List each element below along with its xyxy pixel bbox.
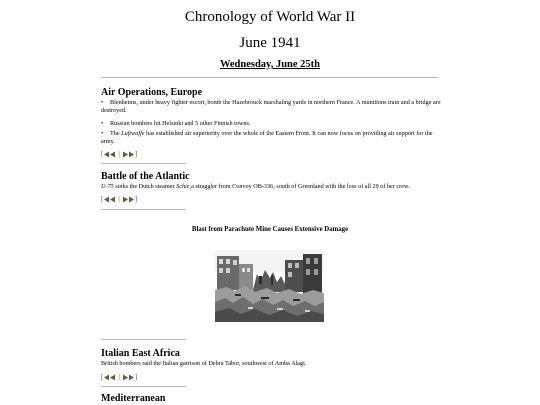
list-item: • The Luftwaffe has established air superiority over the whole of the Eastern Front. It can now focus on providing air support for the army. (101, 130, 433, 145)
previous-arrow-icon[interactable] (103, 374, 116, 381)
section-text (101, 183, 446, 191)
date-heading: Wednesday, June 25th (219, 59, 321, 70)
next-arrow-icon[interactable] (122, 373, 138, 381)
text-span: ,a straggler from Convoy OB-336, south of Greenland with the loss of all 29 of her crew. (189, 183, 410, 190)
next-arrow-icon[interactable] (122, 150, 138, 158)
nav-bracket: ] (134, 150, 138, 158)
previous-arrow-icon[interactable] (103, 196, 116, 203)
list-item: • Russian bombers hit Helsinki and 5 other Finnish towns. (101, 120, 251, 127)
ship-name: Schie (176, 183, 190, 190)
text-span: sinks the Dutch steamer (113, 183, 177, 190)
previous-arrow-icon[interactable] (103, 151, 116, 158)
nav-separator: | (118, 150, 120, 158)
section-nav (101, 373, 137, 381)
nav-bracket: ] (134, 195, 138, 203)
luftwaffe-term: Luftwaffe (121, 130, 145, 137)
bullet-text: Blenheims, under heavy fighter escort, bomb the Hazebrouck marshaling yards in northern France. A munitions train and a bridge are destroyed. (101, 99, 441, 114)
section-text: British bombers raid the Italian garrison of Debra Tabor, southwest of Amba Alagi. (101, 360, 307, 367)
bomb-damage-photo (215, 250, 324, 322)
nav-bracket: [ (101, 150, 104, 158)
month-heading: June 1941 (239, 35, 301, 51)
divider (101, 209, 186, 210)
divider (101, 339, 186, 340)
vessel-name: U-75 (101, 183, 114, 190)
nav-bracket: [ (101, 373, 104, 381)
bullet-text: The Luftwaffe has established air superiority over the whole of the Eastern Front. It can now focus on providing air support for the army. (101, 130, 433, 145)
page-title: Chronology of World War II (184, 9, 356, 25)
photo-caption: Blast from Parachute Mine Causes Extensive Damage (191, 226, 349, 233)
list-item: • Blenheims, under heavy fighter escort, bomb the Hazebrouck marshaling yards in northern France. A munitions train and a bridge are destroyed. (101, 99, 441, 114)
bullet-text: Russian bombers hit Helsinki and 5 other Finnish towns. (110, 120, 251, 127)
nav-separator: | (118, 195, 120, 203)
divider (101, 163, 186, 164)
section-nav (101, 195, 137, 203)
divider (101, 77, 438, 78)
section-title-italian-east-africa: Italian East Africa (101, 348, 180, 359)
section-title-mediterranean: Mediterranean (101, 393, 166, 404)
section-nav (101, 150, 137, 158)
nav-bracket: ] (134, 373, 138, 381)
nav-separator: | (118, 373, 120, 381)
section-title-atlantic: Battle of the Atlantic (101, 171, 190, 182)
section-title-air-operations: Air Operations, Europe (101, 87, 203, 98)
next-arrow-icon[interactable] (122, 195, 138, 203)
nav-bracket: [ (101, 195, 104, 203)
divider (101, 386, 186, 387)
